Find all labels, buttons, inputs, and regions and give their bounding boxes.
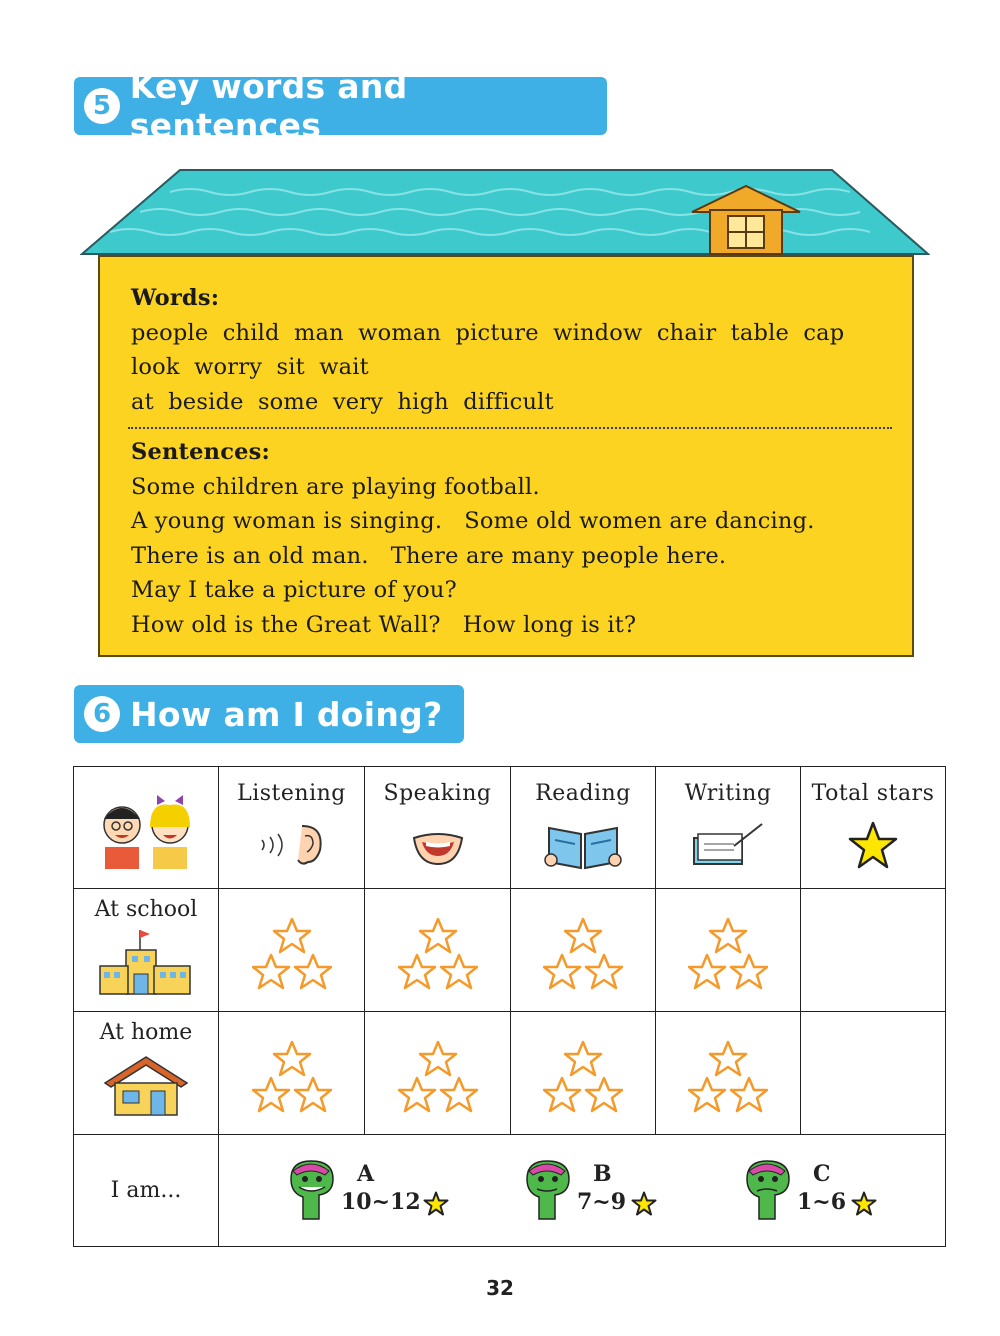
section-6-number: 6	[84, 696, 120, 732]
grade-b-range: 7~9	[577, 1189, 627, 1215]
column-speaking: Speaking	[383, 781, 492, 806]
three-stars-icon	[252, 917, 332, 993]
section-5-title: Key words and sentences	[129, 67, 408, 145]
words-label: Words:	[131, 285, 220, 311]
star-icon	[847, 820, 899, 870]
key-words-panel	[98, 255, 914, 657]
grade-a	[283, 1157, 463, 1227]
stars-cell[interactable]	[511, 1012, 656, 1135]
sentence-line-2: A young woman is singing. Some old women are dancing.	[131, 508, 815, 534]
three-stars-icon	[398, 1040, 478, 1116]
words-line-3: at beside some very high difficult	[131, 389, 554, 415]
book-icon	[543, 820, 623, 870]
stars-cell[interactable]	[365, 889, 511, 1012]
three-stars-icon	[543, 1040, 623, 1116]
grade-a-range: 10~12	[341, 1189, 421, 1215]
section-6-title: How am I doing?	[130, 694, 443, 734]
home-icon	[101, 1053, 191, 1117]
grade-a-letter: A	[357, 1161, 375, 1187]
house-roof-illustration	[80, 168, 930, 258]
grade-a-star-icon	[423, 1191, 449, 1216]
section-5-header	[74, 67, 607, 145]
total-stars-home-cell[interactable]	[801, 1012, 946, 1135]
dinosaur-icon	[519, 1157, 575, 1223]
three-stars-icon	[398, 917, 478, 993]
three-stars-icon	[543, 917, 623, 993]
children-cell	[74, 767, 219, 889]
grade-c-letter: C	[813, 1161, 831, 1187]
self-assessment-table	[73, 766, 946, 1247]
dinosaur-icon	[739, 1157, 795, 1223]
words-line-1: people child man woman picture window chair table cap	[131, 320, 845, 346]
stars-cell[interactable]	[219, 1012, 365, 1135]
grades-cell	[219, 1135, 946, 1247]
row-at-school: At school	[94, 897, 198, 922]
column-reading: Reading	[535, 781, 631, 806]
page-number: 32	[486, 1276, 514, 1300]
dinosaur-icon	[283, 1157, 339, 1223]
section-6-header	[74, 685, 464, 743]
mouth-icon	[408, 820, 468, 870]
grade-c-range: 1~6	[797, 1189, 847, 1215]
stars-cell[interactable]	[511, 889, 656, 1012]
three-stars-icon	[688, 1040, 768, 1116]
grade-b	[519, 1157, 699, 1227]
children-icon	[91, 789, 201, 869]
column-total-stars: Total stars	[811, 781, 935, 806]
total-stars-school-cell[interactable]	[801, 889, 946, 1012]
sentence-line-1: Some children are playing football.	[131, 474, 540, 500]
stars-cell[interactable]	[365, 1012, 511, 1135]
section-5-number: 5	[84, 88, 120, 124]
three-stars-icon	[252, 1040, 332, 1116]
school-icon	[96, 928, 196, 998]
stars-cell[interactable]	[656, 1012, 801, 1135]
grade-c-star-icon	[851, 1191, 877, 1216]
stars-cell[interactable]	[219, 889, 365, 1012]
sentences-label: Sentences:	[131, 439, 270, 465]
column-listening: Listening	[237, 781, 346, 806]
words-line-2: look worry sit wait	[131, 354, 369, 380]
three-stars-icon	[688, 917, 768, 993]
grade-b-star-icon	[631, 1191, 657, 1216]
notebook-pencil-icon	[688, 820, 768, 870]
sentence-line-3: There is an old man. There are many people here.	[131, 543, 727, 569]
grade-b-letter: B	[593, 1161, 612, 1187]
row-at-home: At home	[99, 1020, 193, 1045]
i-am-label: I am...	[110, 1178, 182, 1203]
dotted-divider	[128, 427, 892, 429]
sentence-line-5: How old is the Great Wall? How long is it?	[131, 612, 637, 638]
sentence-line-4: May I take a picture of you?	[131, 577, 457, 603]
ear-icon	[252, 820, 332, 870]
grade-c	[739, 1157, 919, 1227]
stars-cell[interactable]	[656, 889, 801, 1012]
column-writing: Writing	[684, 781, 772, 806]
